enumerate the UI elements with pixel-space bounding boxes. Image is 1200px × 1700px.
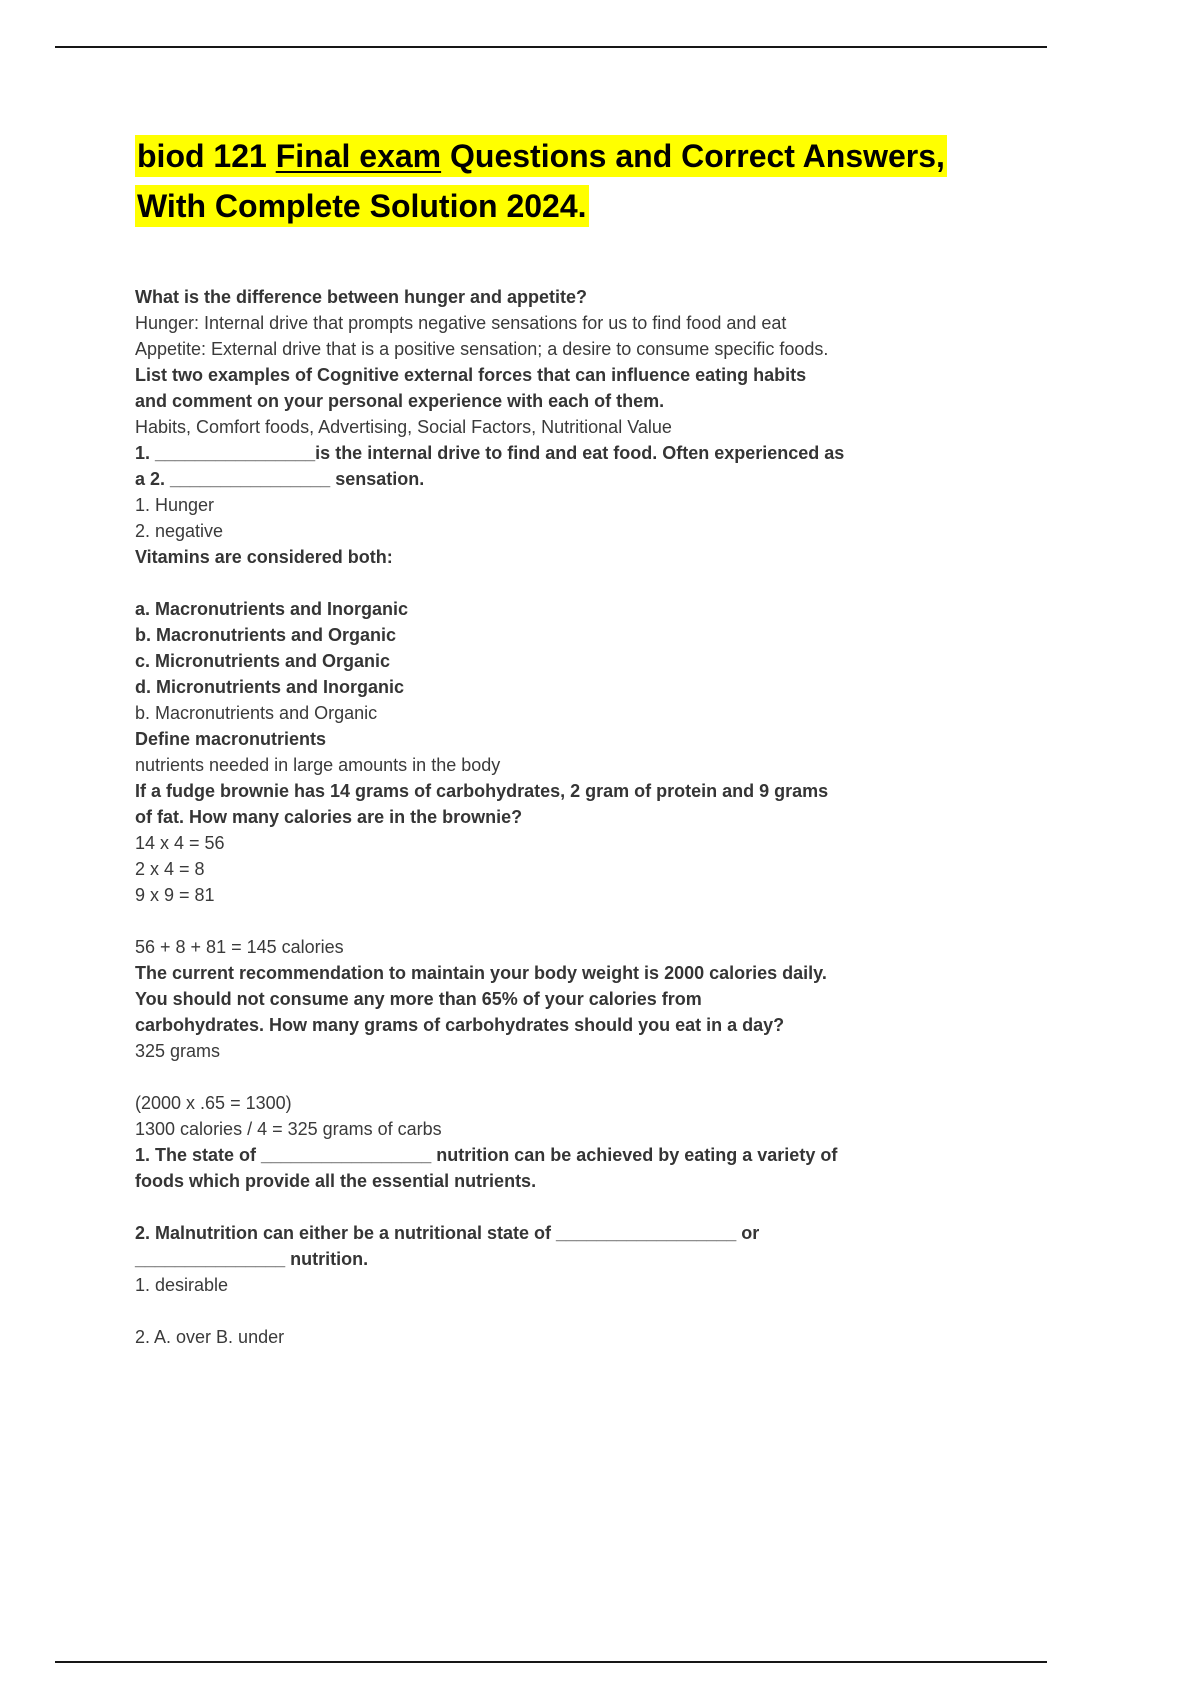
question-line: a 2. ________________ sensation. <box>135 469 425 489</box>
choice-line: b. Macronutrients and Organic <box>135 625 397 645</box>
answer-line: 14 x 4 = 56 <box>135 833 225 853</box>
question-line: of fat. How many calories are in the brownie? <box>135 807 523 827</box>
question-line: 1. ________________is the internal drive to find and eat food. Often experienced as <box>135 443 845 463</box>
page-content <box>135 131 995 1350</box>
blank-line <box>135 908 995 934</box>
answer-line: 9 x 9 = 81 <box>135 885 215 905</box>
question-line: The current recommendation to maintain your body weight is 2000 calories daily. <box>135 963 827 983</box>
answer-line: 2. A. over B. under <box>135 1327 285 1347</box>
question-line: List two examples of Cognitive external forces that can influence eating habits <box>135 365 807 385</box>
answer-line: Habits, Comfort foods, Advertising, Social Factors, Nutritional Value <box>135 417 672 437</box>
answer-line: 1. Hunger <box>135 495 215 515</box>
choice-line: a. Macronutrients and Inorganic <box>135 599 409 619</box>
blank-line <box>135 570 995 596</box>
answer-line: (2000 x .65 = 1300) <box>135 1093 292 1113</box>
answer-line: 325 grams <box>135 1041 221 1061</box>
answer-line: 56 + 8 + 81 = 145 calories <box>135 937 344 957</box>
bottom-rule <box>55 1661 1047 1663</box>
question-line: You should not consume any more than 65% of your calories from <box>135 989 702 1009</box>
blank-line <box>135 1298 995 1324</box>
title-segment-post: Questions and Correct Answers, With Complete Solution 2024. <box>137 138 945 224</box>
qa-content <box>135 284 995 1350</box>
answer-line: Appetite: External drive that is a positive sensation; a desire to consume specific foods. <box>135 339 829 359</box>
top-rule <box>55 46 1047 48</box>
question-line: Vitamins are considered both: <box>135 547 393 567</box>
question-line: and comment on your personal experience with each of them. <box>135 391 665 411</box>
question-line: 2. Malnutrition can either be a nutritional state of __________________ or <box>135 1223 760 1243</box>
blank-line <box>135 1194 995 1220</box>
question-line: If a fudge brownie has 14 grams of carbohydrates, 2 gram of protein and 9 grams <box>135 781 829 801</box>
title-highlight <box>135 135 947 227</box>
answer-line: 1300 calories / 4 = 325 grams of carbs <box>135 1119 442 1139</box>
answer-line: b. Macronutrients and Organic <box>135 703 378 723</box>
answer-line: 2. negative <box>135 521 224 541</box>
title-segment-underlined: Final exam <box>275 138 442 174</box>
question-line: Define macronutrients <box>135 729 327 749</box>
title-segment-pre: biod 121 <box>137 138 276 174</box>
question-line: What is the difference between hunger and appetite? <box>135 287 588 307</box>
blank-line <box>135 1064 995 1090</box>
answer-line: nutrients needed in large amounts in the body <box>135 755 501 775</box>
answer-line: 1. desirable <box>135 1275 229 1295</box>
question-line: _______________ nutrition. <box>135 1249 369 1269</box>
question-line: foods which provide all the essential nutrients. <box>135 1171 537 1191</box>
choice-line: d. Micronutrients and Inorganic <box>135 677 405 697</box>
document-title <box>135 131 995 231</box>
choice-line: c. Micronutrients and Organic <box>135 651 391 671</box>
question-line: 1. The state of _________________ nutrition can be achieved by eating a variety of <box>135 1145 838 1165</box>
answer-line: 2 x 4 = 8 <box>135 859 205 879</box>
answer-line: Hunger: Internal drive that prompts negative sensations for us to find food and eat <box>135 313 787 333</box>
question-line: carbohydrates. How many grams of carbohydrates should you eat in a day? <box>135 1015 785 1035</box>
